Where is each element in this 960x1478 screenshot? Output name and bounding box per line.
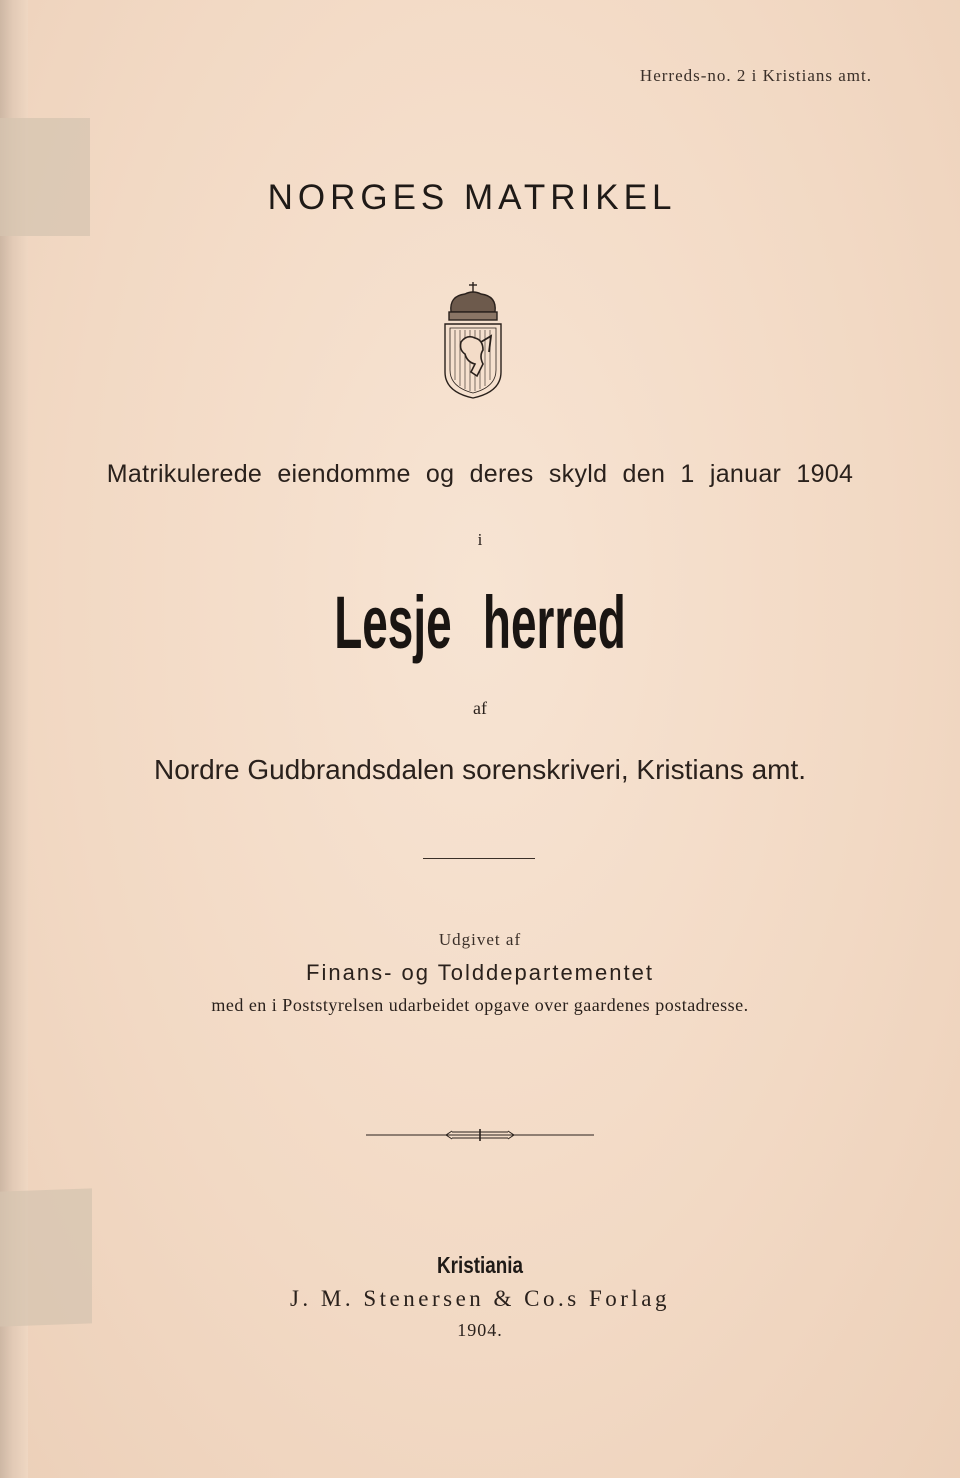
main-title: Lesje herred	[334, 581, 626, 664]
subtitle: Matrikulerede eiendomme og deres skyld den 1 januar 1904	[106, 460, 854, 488]
district-line: Nordre Gudbrandsdalen sorenskriveri, Kristians amt.	[153, 754, 807, 785]
department-name: Finans- og Tolddepartementet	[306, 960, 654, 985]
series-title: NORGES MATRIKEL	[267, 178, 677, 217]
postal-note: med en i Poststyrelsen udarbeidet opgave over gaardenes postadresse.	[211, 995, 749, 1015]
norwegian-coat-of-arms-icon	[437, 280, 509, 402]
imprint-publisher: J. M. Stenersen & Co.s Forlag	[289, 1286, 671, 1311]
divider	[423, 858, 535, 859]
rule-ornament-icon	[366, 1126, 594, 1144]
imprint-year: 1904.	[457, 1320, 503, 1340]
herred-number: Herreds-no. 2 i Kristians amt.	[639, 66, 872, 85]
published-by: Udgivet af	[438, 930, 522, 949]
conjunction-af: af	[473, 698, 487, 718]
tape-mark	[0, 118, 90, 236]
imprint-place: Kristiania	[437, 1252, 523, 1278]
conjunction-i: i	[477, 530, 483, 549]
